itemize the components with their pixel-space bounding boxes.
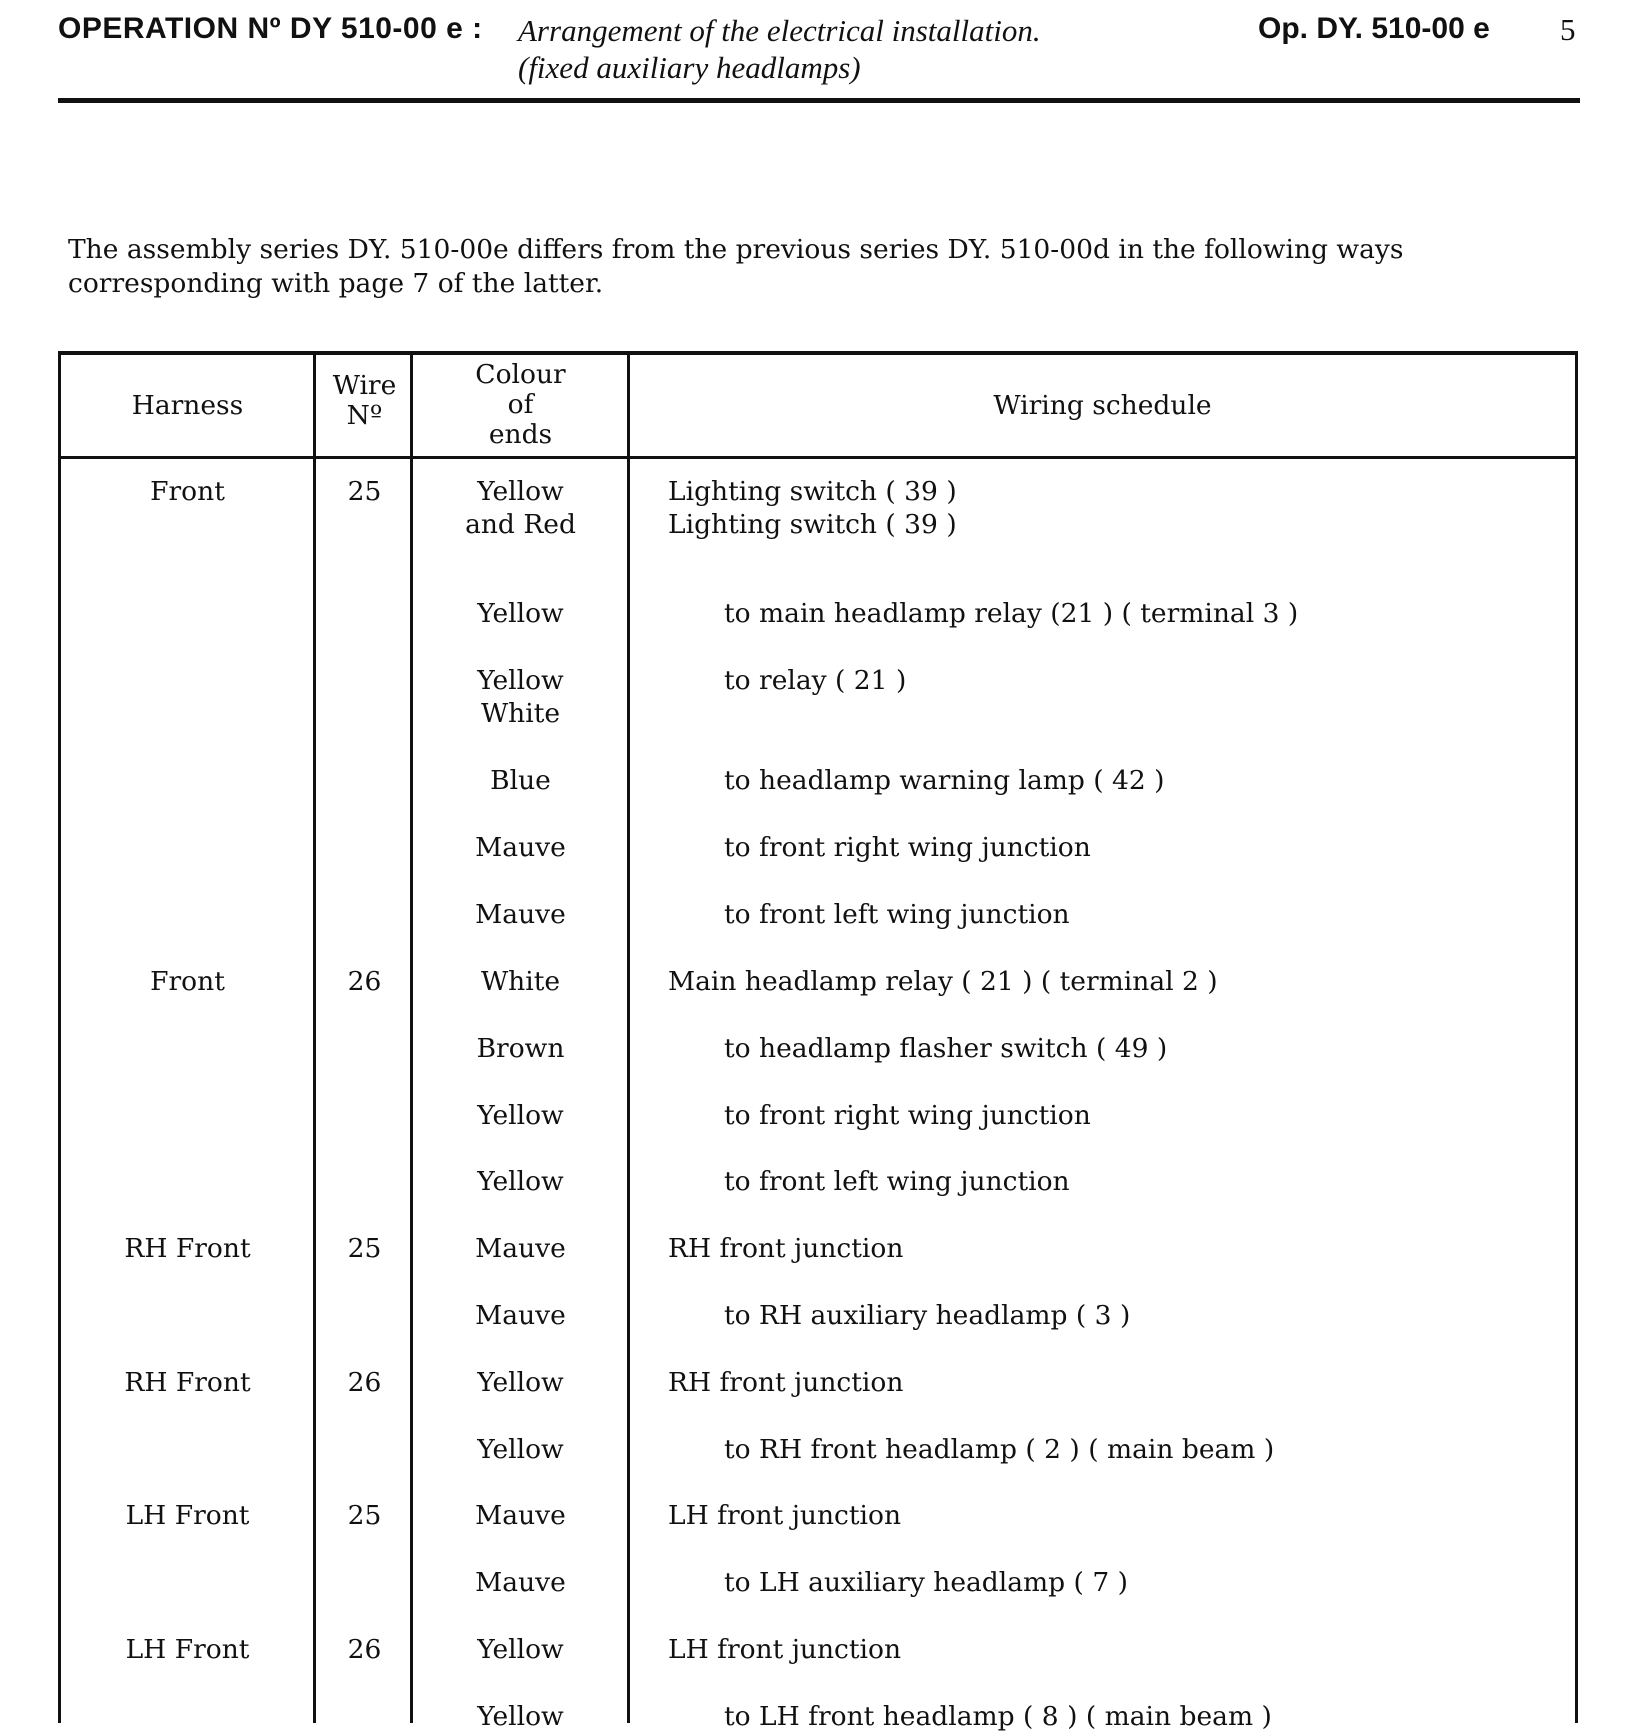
harness-cell: Front xyxy=(150,966,225,997)
wiring-schedule-cell: to front right wing junction xyxy=(724,1100,1091,1131)
header-harness: Harness xyxy=(131,390,244,421)
intro-line2: corresponding with page 7 of the latter. xyxy=(68,268,604,299)
intro-paragraph xyxy=(68,233,1568,301)
colour-cell: Yellow xyxy=(477,665,564,696)
intro-line1: The assembly series DY. 510-00e differs from the previous series DY. 510-00d in the following ways xyxy=(68,234,1404,265)
wiring-schedule-cell: to RH front headlamp ( 2 ) ( main beam ) xyxy=(724,1434,1275,1465)
colour-cell: Mauve xyxy=(475,832,566,863)
wiring-schedule-cell: to LH auxiliary headlamp ( 7 ) xyxy=(724,1567,1128,1598)
colour-cell: White xyxy=(480,698,561,729)
page-number: 5 xyxy=(1560,12,1576,47)
harness-cell: LH Front xyxy=(125,1634,250,1665)
wiring-schedule-cell: to LH front headlamp ( 8 ) ( main beam ) xyxy=(724,1701,1272,1732)
operation-title-line1: Arrangement of the electrical installation. xyxy=(518,13,1041,48)
page-header xyxy=(58,10,1580,102)
wiring-schedule-cell: LH front junction xyxy=(668,1634,902,1665)
harness-cell: RH Front xyxy=(124,1367,251,1398)
colour-cell: and Red xyxy=(465,509,576,540)
header-colour-line2: of xyxy=(507,389,534,420)
wiring-schedule-cell: LH front junction xyxy=(668,1500,902,1531)
harness-cell: RH Front xyxy=(124,1233,251,1264)
wiring-schedule-cell: to RH auxiliary headlamp ( 3 ) xyxy=(724,1300,1131,1331)
wiring-schedule-cell: to headlamp flasher switch ( 49 ) xyxy=(724,1033,1168,1064)
wiring-schedule-cell: to front left wing junction xyxy=(724,1166,1070,1197)
wiring-schedule-cell: to headlamp warning lamp ( 42 ) xyxy=(724,765,1165,796)
harness-cell: Front xyxy=(150,476,225,507)
wiring-schedule-cell: RH front junction xyxy=(668,1367,904,1398)
header-colour xyxy=(413,360,628,450)
header-schedule: Wiring schedule xyxy=(993,390,1212,421)
colour-cell: Yellow xyxy=(477,1634,564,1665)
header-colour-line1: Colour xyxy=(475,359,566,390)
table-top-rule xyxy=(58,351,1578,355)
header-colour-line3: ends xyxy=(488,419,553,450)
operation-title xyxy=(518,12,1041,86)
wiring-schedule-cell: Lighting switch ( 39 ) xyxy=(668,509,957,540)
table-header-rule xyxy=(58,456,1578,459)
wiring-schedule-cell: to front left wing junction xyxy=(724,899,1070,930)
header-wire xyxy=(316,371,413,431)
colour-cell: Yellow xyxy=(477,1367,564,1398)
wiring-schedule-cell: Lighting switch ( 39 ) xyxy=(668,476,957,507)
colour-cell: Yellow xyxy=(477,476,564,507)
wire-number-cell: 26 xyxy=(347,1634,382,1665)
header-wire-line1: Wire xyxy=(332,370,397,401)
wire-number-cell: 25 xyxy=(347,1233,382,1264)
colour-cell: Yellow xyxy=(477,1701,564,1732)
header-wire-line2: Nº xyxy=(346,400,383,431)
wiring-schedule-cell: to front right wing junction xyxy=(724,832,1091,863)
colour-cell: Blue xyxy=(490,765,551,796)
table-border-right xyxy=(1575,351,1578,1723)
colour-cell: White xyxy=(480,966,561,997)
wire-number-cell: 26 xyxy=(347,966,382,997)
wiring-table xyxy=(58,351,1578,1732)
wiring-schedule-cell: RH front junction xyxy=(668,1233,904,1264)
colour-cell: Brown xyxy=(476,1033,565,1064)
colour-cell: Yellow xyxy=(477,1434,564,1465)
wiring-schedule-cell: to main headlamp relay (21 ) ( terminal 3 ) xyxy=(724,598,1299,629)
colour-cell: Yellow xyxy=(477,1100,564,1131)
harness-cell: LH Front xyxy=(125,1500,250,1531)
colour-cell: Mauve xyxy=(475,1567,566,1598)
colour-cell: Mauve xyxy=(475,1233,566,1264)
wiring-schedule-cell: Main headlamp relay ( 21 ) ( terminal 2 ) xyxy=(668,966,1218,997)
wiring-schedule-cell: to relay ( 21 ) xyxy=(724,665,907,696)
header-divider xyxy=(58,98,1580,103)
colour-cell: Yellow xyxy=(477,598,564,629)
wire-number-cell: 25 xyxy=(347,476,382,507)
wire-number-cell: 25 xyxy=(347,1500,382,1531)
colour-cell: Mauve xyxy=(475,1500,566,1531)
wire-number-cell: 26 xyxy=(347,1367,382,1398)
colour-cell: Mauve xyxy=(475,1300,566,1331)
operation-reference: Op. DY. 510-00 e xyxy=(1258,12,1490,45)
operation-number: OPERATION Nº DY 510-00 e : xyxy=(58,12,483,45)
colour-cell: Mauve xyxy=(475,899,566,930)
colour-cell: Yellow xyxy=(477,1166,564,1197)
operation-title-line2: (fixed auxiliary headlamps) xyxy=(518,50,861,85)
